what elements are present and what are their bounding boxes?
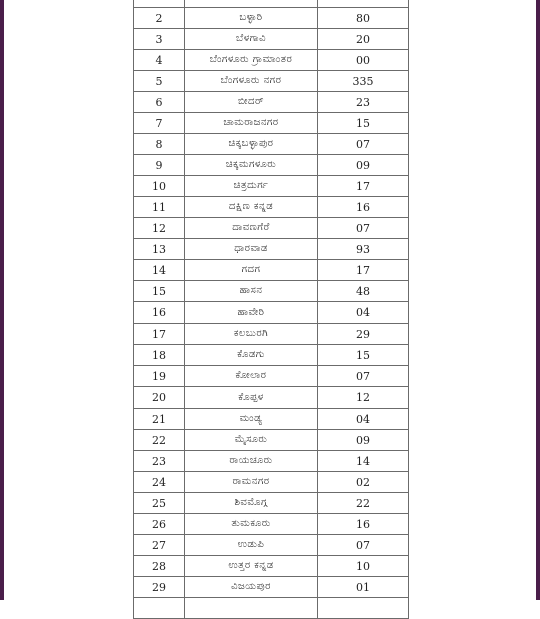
table-row — [134, 281, 409, 302]
district-name: ದಕ್ಷಿಣ ಕನ್ನಡ — [185, 197, 318, 218]
table-row — [134, 409, 409, 430]
table-row — [134, 345, 409, 366]
district-value: 17 — [318, 176, 409, 197]
row-number: 13 — [134, 239, 185, 260]
row-number: 12 — [134, 218, 185, 239]
district-table-container — [133, 0, 405, 619]
district-name: ಬೆಂಗಳೂರು ನಗರ — [185, 71, 318, 92]
row-number: 28 — [134, 556, 185, 577]
district-name: ಗದಗ — [185, 260, 318, 281]
table-row — [134, 472, 409, 493]
page-border-right — [536, 0, 540, 600]
row-number: 5 — [134, 71, 185, 92]
table-row — [134, 493, 409, 514]
row-number: 24 — [134, 472, 185, 493]
table-row — [134, 218, 409, 239]
table-row — [134, 71, 409, 92]
table-row — [134, 430, 409, 451]
district-value: 07 — [318, 535, 409, 556]
table-row — [134, 29, 409, 50]
table-row — [134, 134, 409, 155]
table-row — [134, 113, 409, 134]
district-value: 07 — [318, 134, 409, 155]
row-number: 7 — [134, 113, 185, 134]
table-row — [134, 577, 409, 598]
page-border-left — [0, 0, 4, 600]
district-value: 04 — [318, 409, 409, 430]
row-number: 4 — [134, 50, 185, 71]
district-value: 12 — [318, 387, 409, 409]
row-number — [134, 0, 185, 8]
district-name: ಚಿಕ್ಕಬಳ್ಳಾಪುರ — [185, 134, 318, 155]
district-value: 04 — [318, 302, 409, 324]
table-row — [134, 366, 409, 387]
district-name: ಚಿತ್ರದುರ್ಗ — [185, 176, 318, 197]
row-number: 2 — [134, 8, 185, 29]
table-row — [134, 598, 409, 619]
district-name: ಕಲಬುರಗಿ — [185, 324, 318, 345]
district-value: 00 — [318, 50, 409, 71]
table-row — [134, 324, 409, 345]
row-number: 22 — [134, 430, 185, 451]
row-number: 9 — [134, 155, 185, 176]
district-value: 15 — [318, 113, 409, 134]
district-value: 48 — [318, 281, 409, 302]
district-name: ಹಾವೇರಿ — [185, 302, 318, 324]
district-name: ಮೈಸೂರು — [185, 430, 318, 451]
district-name: ಹಾಸನ — [185, 281, 318, 302]
table-row — [134, 556, 409, 577]
district-value: 29 — [318, 324, 409, 345]
district-name: ಧಾರವಾಡ — [185, 239, 318, 260]
district-name: ರಾಮನಗರ — [185, 472, 318, 493]
district-name: ಕೋಲಾರ — [185, 366, 318, 387]
district-name: ರಾಯಚೂರು — [185, 451, 318, 472]
district-value: 09 — [318, 430, 409, 451]
row-number: 17 — [134, 324, 185, 345]
row-number: 16 — [134, 302, 185, 324]
row-number: 19 — [134, 366, 185, 387]
district-name: ಉತ್ತರ ಕನ್ನಡ — [185, 556, 318, 577]
district-value: 17 — [318, 260, 409, 281]
table-row — [134, 535, 409, 556]
table-row — [134, 197, 409, 218]
district-name: ವಿಜಯಪುರ — [185, 577, 318, 598]
district-name: ಬೀದರ್ — [185, 92, 318, 113]
district-name: ಕೊಪ್ಪಳ — [185, 387, 318, 409]
row-number: 26 — [134, 514, 185, 535]
district-name — [185, 598, 318, 619]
district-name: ಉಡುಪಿ — [185, 535, 318, 556]
district-name: ಚಿಕ್ಕಮಗಳೂರು — [185, 155, 318, 176]
row-number: 8 — [134, 134, 185, 155]
row-number: 10 — [134, 176, 185, 197]
district-name: ಕೊಡಗು — [185, 345, 318, 366]
row-number: 3 — [134, 29, 185, 50]
table-row — [134, 239, 409, 260]
district-value — [318, 0, 409, 8]
district-value: 80 — [318, 8, 409, 29]
table-row — [134, 514, 409, 535]
district-value: 02 — [318, 472, 409, 493]
row-number: 25 — [134, 493, 185, 514]
table-row — [134, 8, 409, 29]
row-number: 14 — [134, 260, 185, 281]
table-row — [134, 260, 409, 281]
district-value: 23 — [318, 92, 409, 113]
district-name — [185, 0, 318, 8]
district-value: 14 — [318, 451, 409, 472]
row-number: 18 — [134, 345, 185, 366]
district-name: ತುಮಕೂರು — [185, 514, 318, 535]
table-row — [134, 0, 409, 8]
table-row — [134, 451, 409, 472]
district-value: 07 — [318, 218, 409, 239]
district-value: 335 — [318, 71, 409, 92]
district-name: ಮಂಡ್ಯ — [185, 409, 318, 430]
district-value — [318, 598, 409, 619]
row-number: 21 — [134, 409, 185, 430]
district-value: 01 — [318, 577, 409, 598]
row-number: 27 — [134, 535, 185, 556]
table-row — [134, 50, 409, 71]
row-number: 20 — [134, 387, 185, 409]
district-value: 09 — [318, 155, 409, 176]
district-value: 22 — [318, 493, 409, 514]
district-value: 10 — [318, 556, 409, 577]
district-name: ಚಾಮರಾಜನಗರ — [185, 113, 318, 134]
row-number — [134, 598, 185, 619]
row-number: 6 — [134, 92, 185, 113]
district-value: 07 — [318, 366, 409, 387]
row-number: 11 — [134, 197, 185, 218]
district-name: ದಾವಣಗೆರೆ — [185, 218, 318, 239]
table-row — [134, 176, 409, 197]
table-row — [134, 155, 409, 176]
table-row — [134, 387, 409, 409]
district-name: ಶಿವಮೊಗ್ಗ — [185, 493, 318, 514]
district-value: 15 — [318, 345, 409, 366]
district-name: ಬಳ್ಳಾರಿ — [185, 8, 318, 29]
district-value: 16 — [318, 197, 409, 218]
district-name: ಬೆಂಗಳೂರು ಗ್ರಾಮಾಂತರ — [185, 50, 318, 71]
district-value: 20 — [318, 29, 409, 50]
table-row — [134, 302, 409, 324]
row-number: 23 — [134, 451, 185, 472]
district-name: ಬೆಳಗಾವಿ — [185, 29, 318, 50]
district-value: 16 — [318, 514, 409, 535]
district-value: 93 — [318, 239, 409, 260]
table-row — [134, 92, 409, 113]
row-number: 15 — [134, 281, 185, 302]
district-table-body — [134, 0, 409, 619]
row-number: 29 — [134, 577, 185, 598]
district-table — [133, 0, 409, 619]
